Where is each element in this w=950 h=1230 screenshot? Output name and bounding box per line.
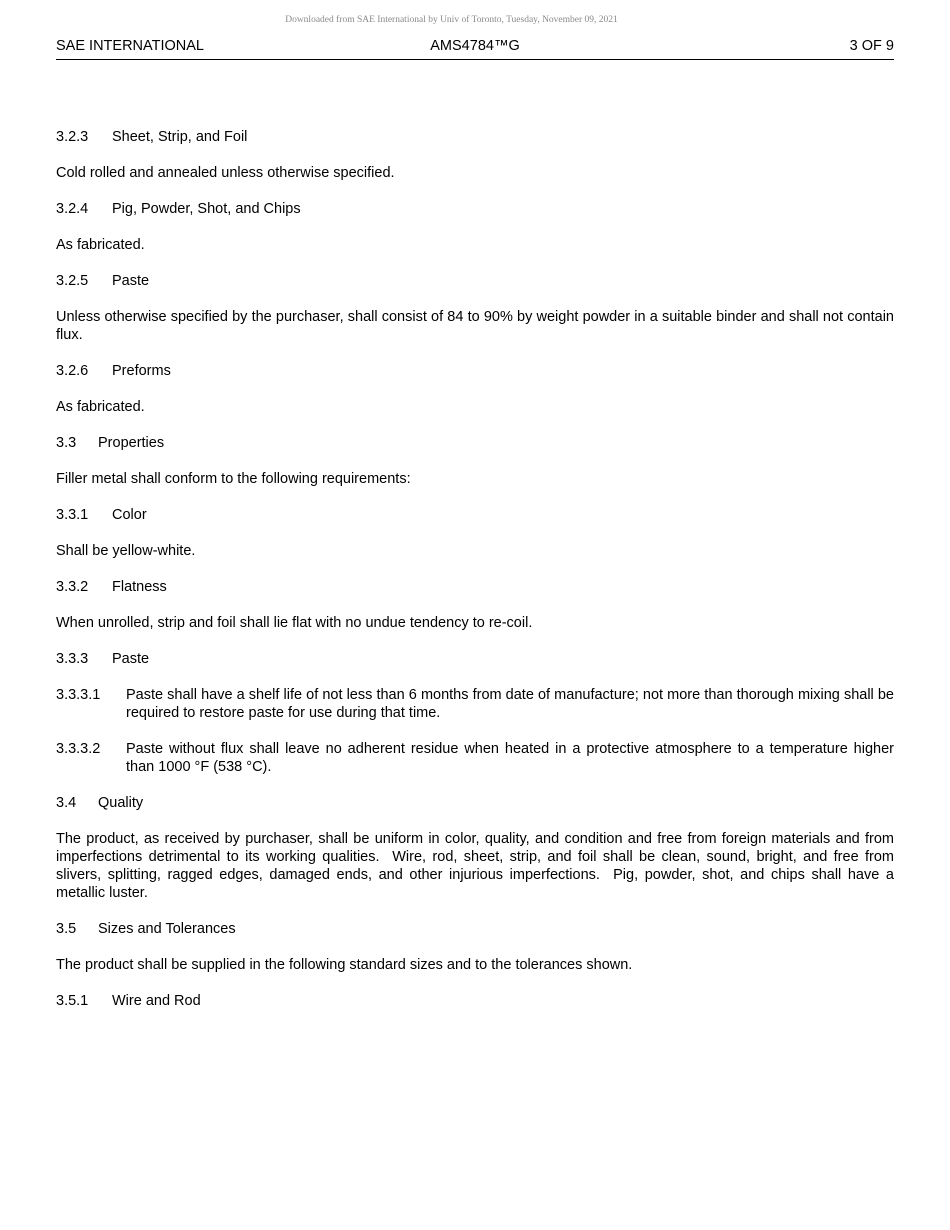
section-title: Preforms	[112, 363, 171, 379]
header-organization: SAE INTERNATIONAL	[56, 38, 204, 54]
section-title: Flatness	[112, 579, 167, 595]
section-heading-3-2-6	[56, 362, 894, 380]
section-heading-3-4	[56, 794, 894, 812]
subsection-text: Paste without flux shall leave no adherent residue when heated in a protective atmosphere to a temperature higher than 1000 °F (538 °C).	[126, 741, 894, 775]
section-heading-3-3	[56, 434, 894, 452]
header-document-id: AMS4784™G	[430, 38, 520, 54]
section-number: 3.3.1	[56, 507, 89, 523]
section-heading-3-2-4	[56, 200, 894, 218]
section-text-3-3: Filler metal shall conform to the following requirements:	[56, 471, 411, 487]
section-number: 3.4	[56, 795, 77, 811]
section-text-3-2-5: Unless otherwise specified by the purchaser, shall consist of 84 to 90% by weight powder in a suitable binder and shall not contain flux.	[56, 309, 894, 343]
section-heading-3-5	[56, 920, 894, 938]
header-page-number: 3 OF 9	[849, 38, 894, 54]
section-number: 3.3.3	[56, 651, 89, 667]
section-number: 3.3.2	[56, 579, 89, 595]
section-number: 3.2.5	[56, 273, 89, 289]
document-body	[56, 128, 899, 1028]
section-title: Quality	[98, 795, 144, 811]
section-number: 3.5.1	[56, 993, 89, 1009]
section-heading-3-3-3	[56, 650, 894, 668]
subsection-3-3-3-2	[56, 740, 894, 776]
section-title: Sheet, Strip, and Foil	[112, 129, 248, 145]
download-watermark: Downloaded from SAE International by Univ of Toronto, Tuesday, November 09, 2021	[285, 15, 618, 25]
section-title: Color	[112, 507, 147, 523]
section-heading-3-3-2	[56, 578, 894, 596]
section-number: 3.2.6	[56, 363, 89, 379]
section-title: Pig, Powder, Shot, and Chips	[112, 201, 301, 217]
section-number: 3.2.3	[56, 129, 89, 145]
subsection-number: 3.3.3.1	[56, 687, 101, 703]
section-number: 3.5	[56, 921, 77, 937]
section-title: Sizes and Tolerances	[98, 921, 236, 937]
section-title: Properties	[98, 435, 165, 451]
section-heading-3-5-1	[56, 992, 894, 1010]
section-text-3-4: The product, as received by purchaser, shall be uniform in color, quality, and condition and free from foreign materials and from imperfections detrimental to its working qualities. Wire, rod, sheet, strip, and foil shall be clean, sound, bright, and free from slivers, splitting, ragged edges, damaged ends, and other injurious imperfections. Pig, powder, shot, and chips shall have a metallic luster.	[56, 831, 899, 901]
section-title: Wire and Rod	[112, 993, 201, 1009]
subsection-text: Paste shall have a shelf life of not less than 6 months from date of manufacture; not more than thorough mixing shall be required to restore paste for use during that time.	[126, 687, 894, 721]
section-text-3-3-2: When unrolled, strip and foil shall lie flat with no undue tendency to re-coil.	[56, 615, 533, 631]
section-text-3-5: The product shall be supplied in the following standard sizes and to the tolerances shown.	[56, 957, 633, 973]
page-header	[56, 38, 894, 60]
subsection-number: 3.3.3.2	[56, 741, 101, 757]
section-heading-3-2-3	[56, 128, 894, 146]
section-text-3-2-3: Cold rolled and annealed unless otherwise specified.	[56, 165, 395, 181]
section-number: 3.2.4	[56, 201, 89, 217]
subsection-3-3-3-1	[56, 686, 894, 722]
section-text-3-2-4: As fabricated.	[56, 237, 145, 253]
section-title: Paste	[112, 651, 150, 667]
section-text-3-2-6: As fabricated.	[56, 399, 145, 415]
section-heading-3-3-1	[56, 506, 894, 524]
section-heading-3-2-5	[56, 272, 894, 290]
section-number: 3.3	[56, 435, 77, 451]
section-text-3-3-1: Shall be yellow-white.	[56, 543, 196, 559]
section-title: Paste	[112, 273, 150, 289]
